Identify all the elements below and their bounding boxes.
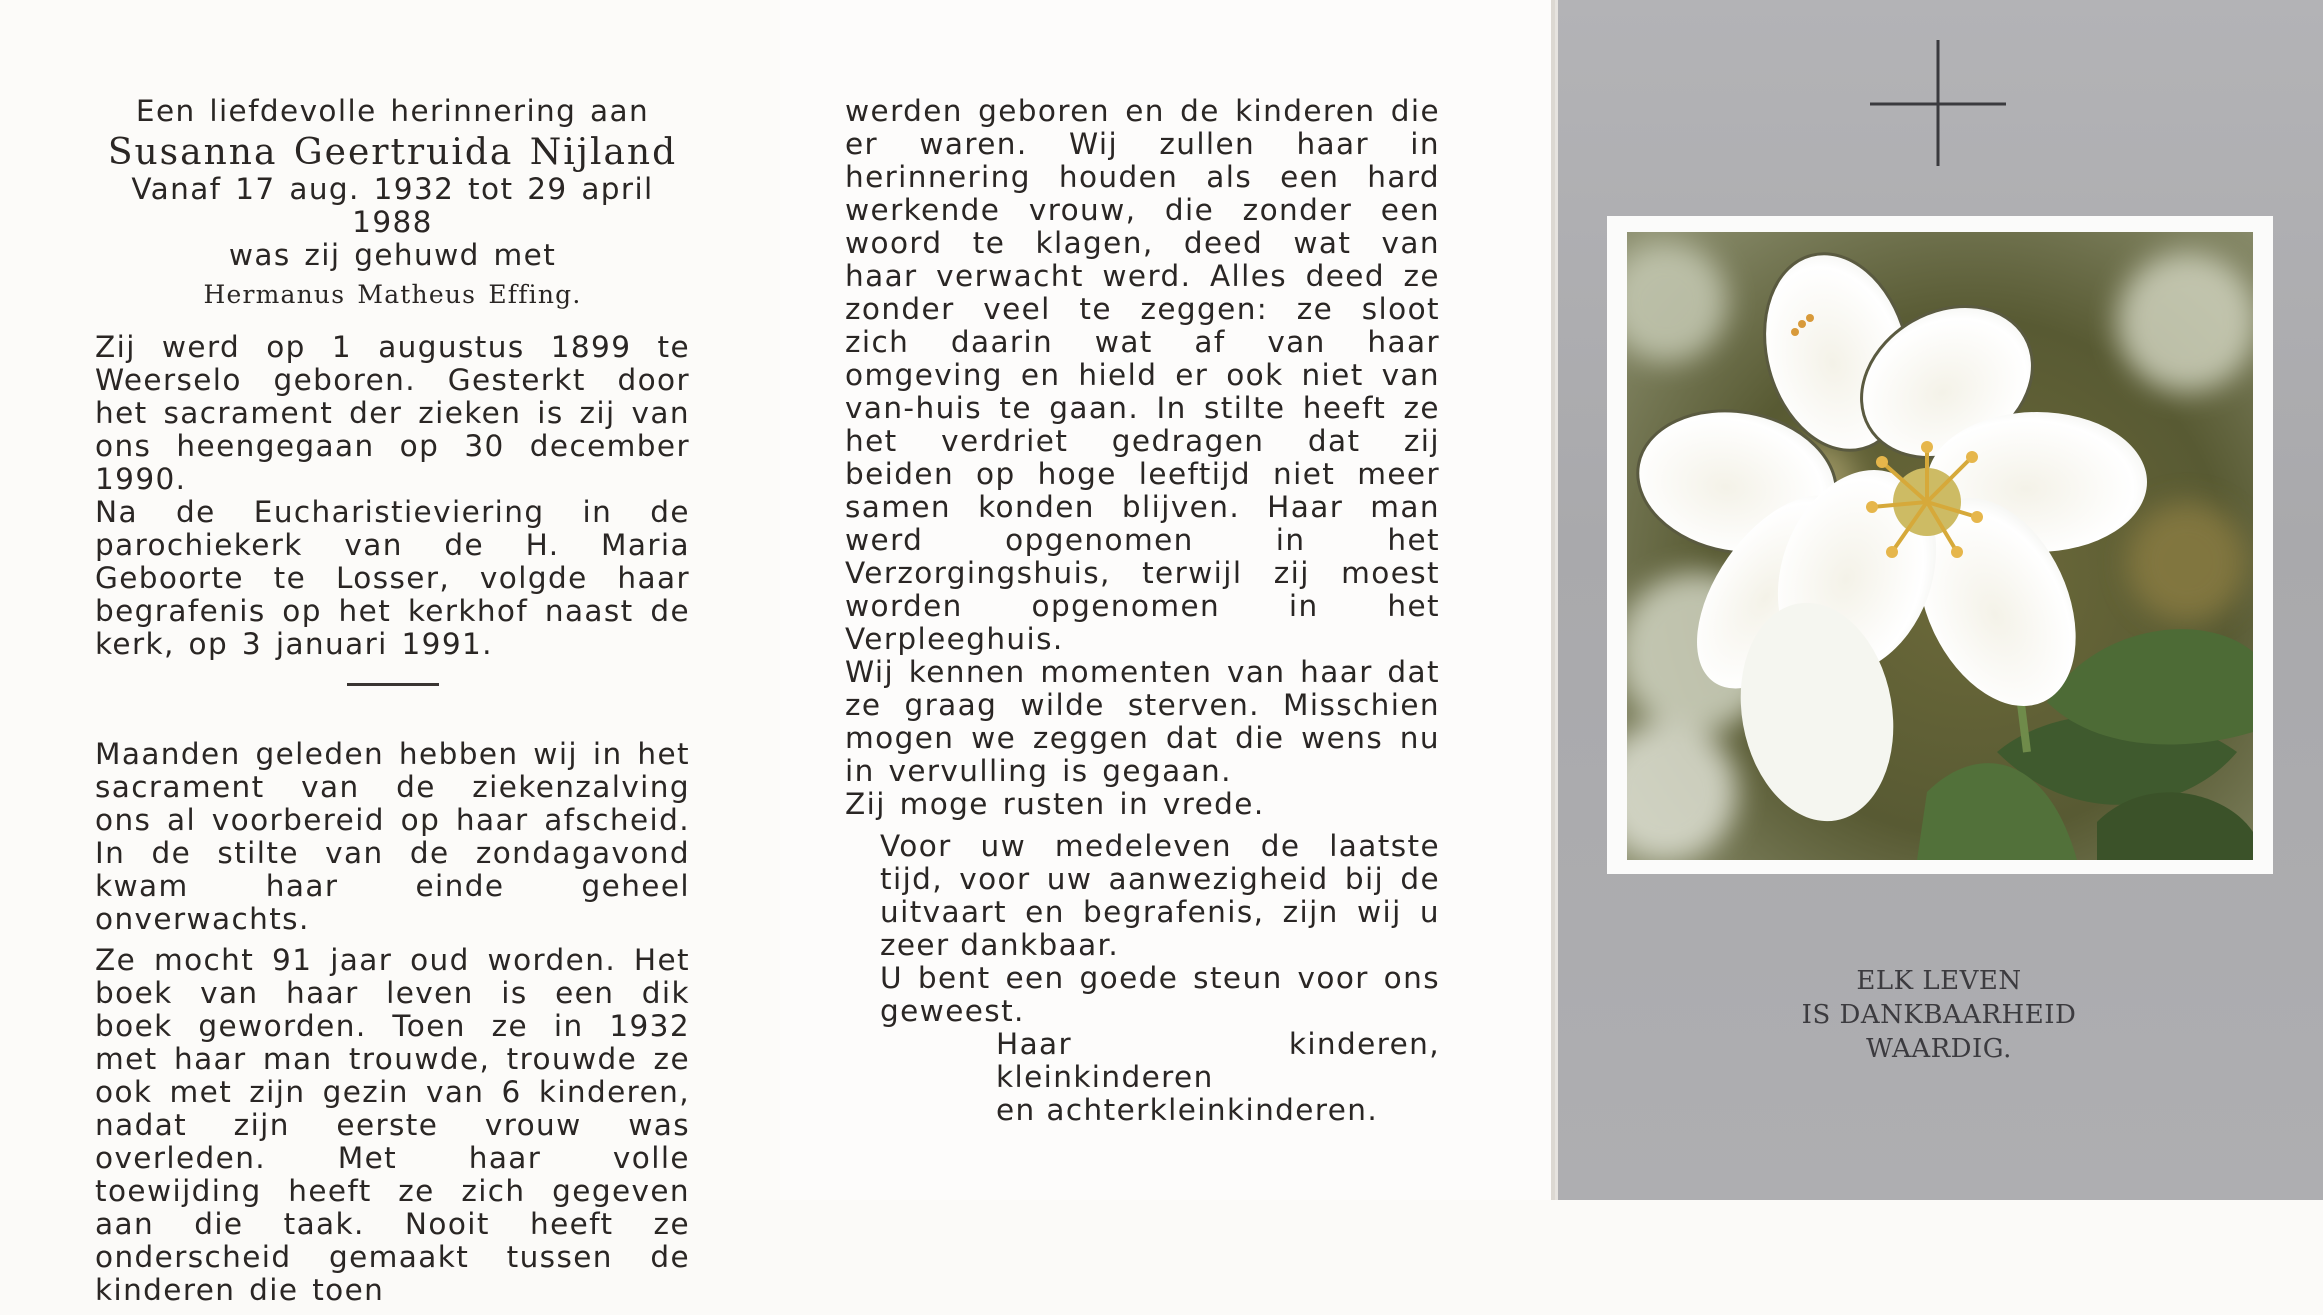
left-column [95, 95, 690, 1315]
thanks-paragraph: Voor uw medeleven de laatste tijd, voor uw aanwezigheid bij de uitvaart en begrafenis, zijn wij u zeer dankbaar. [880, 829, 1440, 962]
life-paragraph: Ze mocht 91 jaar oud worden. Het boek van haar leven is een dik boek geworden. Toen ze in 1932 met haar man trouwde, trouwde ze ook met zijn gezin van 6 kinderen, nadat zijn eerste vrouw was overleden. Met haar volle toewijding heeft ze zich gegeven aan die taak. Nooit heeft ze onderscheid gemaakt tussen de kinderen die toen [95, 943, 690, 1307]
middle-column [845, 95, 1440, 829]
signature-line-1: Haar kinderen, kleinkinderen [996, 1027, 1440, 1094]
memory-paragraph: werden geboren en de kinderen die er waren. Wij zullen haar in herinnering houden als een hard werkende vrouw, die zonder een woord te klagen, deed wat van haar verwacht werd. Alles deed ze zonder veel te zeggen: ze sloot zich daarin wat af van haar omgeving en hield er ook niet van van-huis te gaan. In stilte heeft ze het verdriet gedragen dat zij beiden op hoge leeftijd niet meer samen konden blijven. Haar man werd opgenomen in het Verzorgingshuis, terwijl zij moest worden opgenomen in het Verpleeghuis. [845, 94, 1440, 656]
funeral-paragraph: Na de Eucharistieviering in de parochiekerk van de H. Maria Geboorte te Losser, volgde haar begrafenis op het kerkhof naast de kerk, op 3 januari 1991. [95, 495, 690, 661]
cross-icon [1868, 38, 2008, 168]
divider-rule [347, 683, 439, 686]
thanks-section [880, 830, 1440, 1127]
white-blossom-photo [1627, 232, 2253, 860]
spouse-name: Hermanus Matheus Effing. [203, 280, 582, 309]
deceased-name: Susanna Geertruida Nijland [107, 132, 678, 173]
rest-in-peace-line: Zij moge rusten in vrede. [845, 787, 1265, 821]
motto-line-3: WAARDIG. [1866, 1034, 2012, 1064]
birth-death-paragraph: Zij werd op 1 augustus 1899 te Weerselo geboren. Gesterkt door het sacrament der zieken is zij van ons heengegaan op 30 december 1990. [95, 330, 690, 496]
motto-line-2: IS DANKBAARHEID [1801, 1000, 2077, 1030]
motto-line-1: ELK LEVEN [1856, 966, 2022, 996]
married-to-line: was zij gehuwd met [228, 238, 557, 272]
cover-motto [1555, 964, 2323, 1066]
signature-line-2: en achterkleinkinderen. [996, 1093, 1379, 1127]
support-paragraph: U bent een goede steun voor ons geweest. [880, 961, 1440, 1028]
intro-line: Een liefdevolle herinnering aan [135, 94, 650, 128]
marriage-dates: Vanaf 17 aug. 1932 tot 29 april 1988 [131, 172, 654, 239]
farewell-paragraph: Maanden geleden hebben wij in het sacrament van de ziekenzalving ons al voorbereid op haar afscheid. In de stilte van de zondagavond kwam haar einde geheel onverwachts. [95, 737, 690, 936]
photo-frame [1607, 216, 2273, 874]
wish-paragraph: Wij kennen momenten van haar dat ze graag wilde sterven. Misschien mogen we zeggen dat die wens nu in vervulling is gegaan. [845, 655, 1440, 788]
